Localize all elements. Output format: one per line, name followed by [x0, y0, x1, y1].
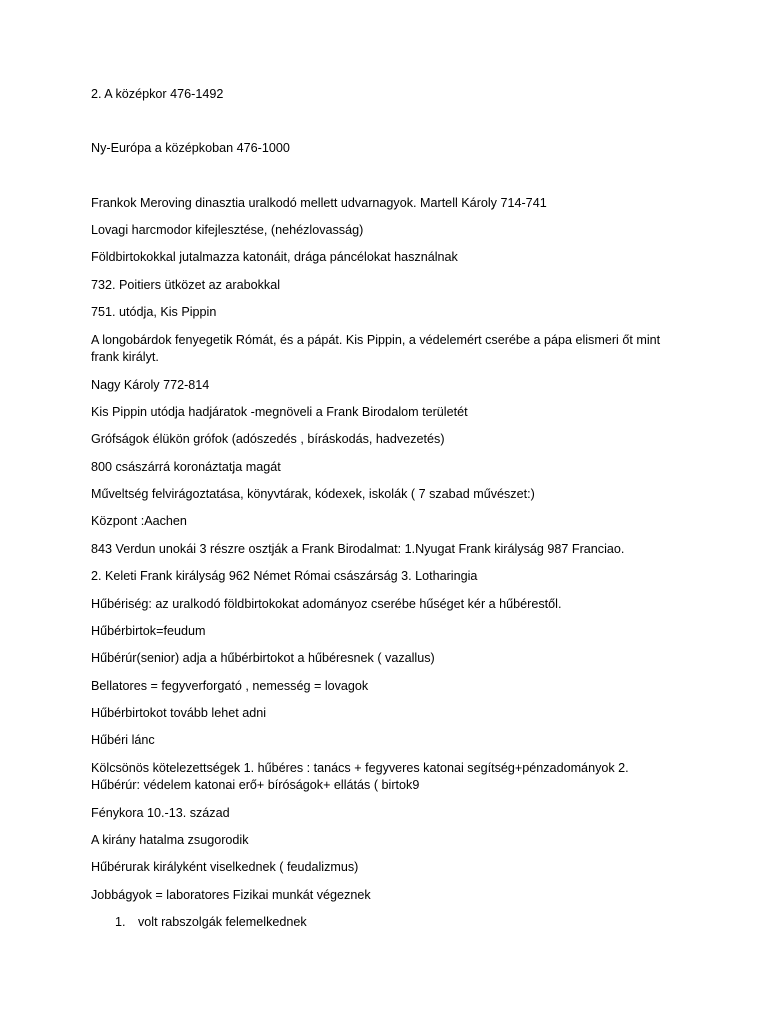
paragraph: Bellatores = fegyverforgató , nemesség = lovagok — [91, 679, 369, 693]
paragraph: Hűbéri lánc — [91, 733, 155, 747]
paragraph: Hűbériség: az uralkodó földbirtokokat adományoz cserébe hűséget kér a hűbérestől. — [91, 597, 562, 611]
paragraph: Frankok Meroving dinasztia uralkodó mellett udvarnagyok. Martell Károly 714-741 — [91, 196, 547, 210]
paragraph: Grófságok élükön grófok (adószedés , bíráskodás, hadvezetés) — [91, 432, 445, 446]
paragraph: A kirány hatalma zsugorodik — [91, 833, 249, 847]
paragraph: Hűbérúr(senior) adja a hűbérbirtokot a hűbéresnek ( vazallus) — [91, 651, 435, 665]
paragraph: Jobbágyok = laboratores Fizikai munkát végeznek — [91, 888, 371, 902]
paragraph-continuation: Hűbérúr: védelem katonai erő+ bíróságok+ ellátás ( birtok9 — [91, 778, 420, 792]
paragraph: Fénykora 10.-13. század — [91, 806, 230, 820]
paragraph: 800 császárrá koronáztatja magát — [91, 460, 281, 474]
paragraph: Hűbérbirtokot tovább lehet adni — [91, 706, 267, 720]
paragraph-continuation: frank királyt. — [91, 350, 159, 364]
paragraph: 843 Verdun unokái 3 részre osztják a Frank Birodalmat: 1.Nyugat Frank királyság 987 Franciao. — [91, 542, 625, 556]
paragraph: A longobárdok fenyegetik Rómát, és a pápát. Kis Pippin, a védelemért cserébe a pápa elismeri őt mint — [91, 333, 661, 347]
paragraph: Hűbérbirtok=feudum — [91, 624, 206, 638]
list-item-text: volt rabszolgák felemelkednek — [138, 915, 307, 929]
paragraph: 2. Keleti Frank királyság 962 Német Római császárság 3. Lotharingia — [91, 569, 478, 583]
paragraph: 751. utódja, Kis Pippin — [91, 305, 217, 319]
list-item-number: 1. — [115, 915, 126, 929]
paragraph: Földbirtokokkal jutalmazza katonáit, drága páncélokat használnak — [91, 250, 458, 264]
document-subtitle: Ny-Európa a középkoban 476-1000 — [91, 141, 290, 155]
paragraph: Kis Pippin utódja hadjáratok -megnöveli a Frank Birodalom területét — [91, 405, 468, 419]
paragraph: Lovagi harcmodor kifejlesztése, (nehézlovasság) — [91, 223, 364, 237]
list-item — [115, 914, 307, 931]
paragraph: Nagy Károly 772-814 — [91, 378, 210, 392]
paragraph: Kölcsönös kötelezettségek 1. hűbéres : tanács + fegyveres katonai segítség+pénzadományok 2. — [91, 761, 629, 775]
document-title: 2. A középkor 476-1492 — [91, 87, 224, 101]
paragraph: Műveltség felvirágoztatása, könyvtárak, kódexek, iskolák ( 7 szabad művészet:) — [91, 487, 535, 501]
paragraph: Hűbérurak királyként viselkednek ( feudalizmus) — [91, 860, 359, 874]
paragraph: Központ :Aachen — [91, 514, 187, 528]
paragraph: 732. Poitiers ütközet az arabokkal — [91, 278, 281, 292]
